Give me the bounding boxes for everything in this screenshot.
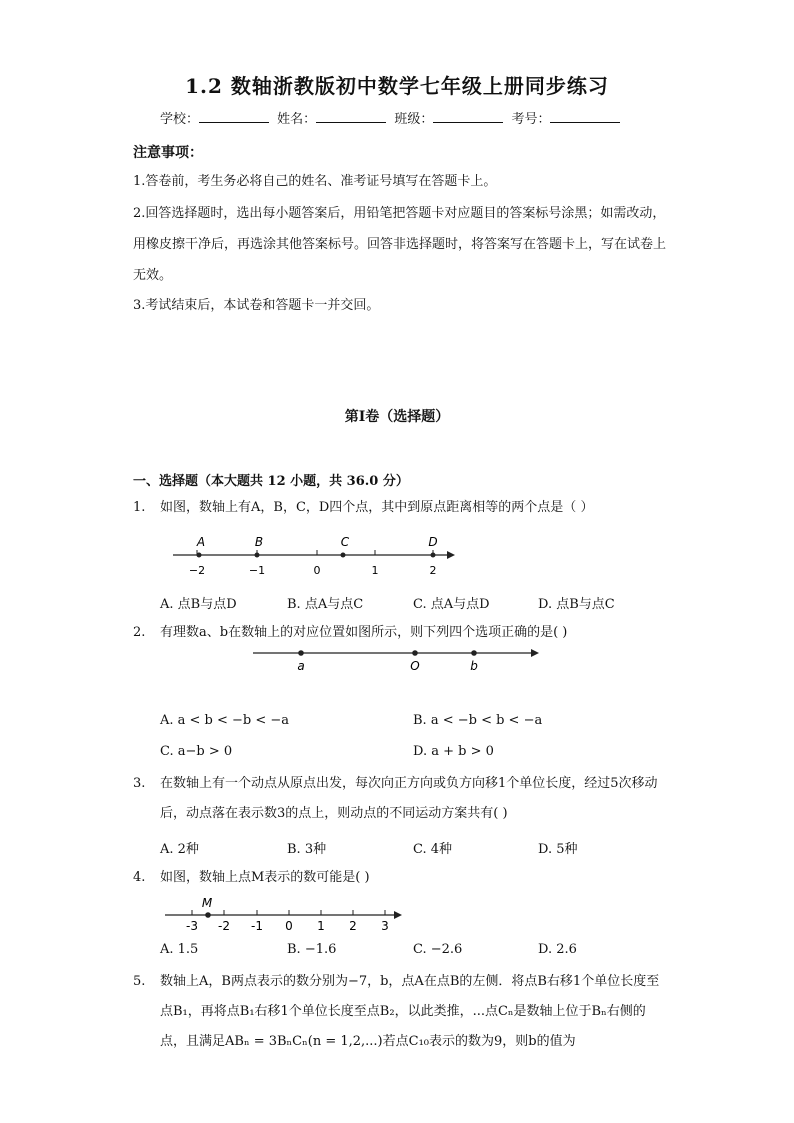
point-d-marker (431, 553, 436, 558)
point-m-label: M (201, 896, 213, 910)
name-blank[interactable] (316, 110, 386, 123)
question-text: 在数轴上有一个动点从原点出发，每次向正方向或负方向移1个单位长度，经过5次移动后，动点落在表示数3的点上，则动点的不同运动方案共有( ) (160, 776, 658, 821)
question-number: 4. (133, 870, 146, 885)
point-d-label: D (428, 535, 438, 549)
option-d[interactable]: D. 5种 (538, 842, 578, 857)
option-b[interactable]: B. 3种 (287, 842, 327, 857)
question-number: 3. (133, 776, 146, 791)
tick-label: -3 (186, 919, 198, 933)
point-c-marker (341, 553, 346, 558)
question-text: 数轴上A，B两点表示的数分别为−7，b，点A在点B的左侧．将点B右移1个单位长度至点B₁，再将点B₁右移1个单位长度至点B₂，以此类推，...点Cₙ是数轴上位于Bₙ右侧的点，且满足ABₙ = 3BₙCₙ(n = 1,2,...)若点C₁₀表示的数为9，则b的值为 (160, 974, 660, 1049)
tick-label: −1 (248, 564, 266, 577)
label-b: b (470, 659, 478, 673)
option-d[interactable]: D. 点B与点C (538, 597, 615, 612)
notes-title: 注意事项： (133, 145, 203, 161)
point-b-marker (255, 553, 260, 558)
question-text: 如图，数轴上点M表示的数可能是( ) (160, 870, 370, 885)
point-a-marker (298, 650, 304, 656)
origin-marker (412, 650, 418, 656)
exam-number-blank[interactable] (550, 110, 620, 123)
page-title: 1.2 数轴浙教版初中数学七年级上册同步练习 (185, 74, 609, 98)
tick-label: 1 (317, 919, 325, 933)
tick-label: 3 (381, 919, 389, 933)
tick-label: 2 (429, 564, 437, 577)
class-label: 班级： (394, 112, 434, 127)
point-c-label: C (340, 535, 350, 549)
option-a[interactable]: A. a < b < −b < −a (160, 713, 290, 728)
point-m-marker (205, 912, 211, 918)
point-b-marker (471, 650, 477, 656)
option-d[interactable]: D. a + b > 0 (413, 744, 494, 759)
exam-number-label: 考号： (511, 112, 551, 127)
school-blank[interactable] (199, 110, 269, 123)
part-heading: 一、选择题（本大题共 12 小题，共 36.0 分） (133, 474, 409, 489)
number-line-figure-q4 (160, 895, 410, 935)
question-text: 有理数a、b在数轴上的对应位置如图所示，则下列四个选项正确的是( ) (160, 625, 568, 640)
point-a-label: A (196, 535, 206, 549)
tick-label: -1 (251, 919, 263, 933)
option-c[interactable]: C. 4种 (413, 842, 453, 857)
option-c[interactable]: C. a−b > 0 (160, 744, 233, 759)
number-line-figure-q1 (165, 530, 465, 580)
option-b[interactable]: B. −1.6 (287, 942, 337, 957)
student-info-line (160, 108, 680, 127)
tick-label: 0 (285, 919, 293, 933)
option-a[interactable]: A. 1.5 (160, 942, 199, 957)
option-d[interactable]: D. 2.6 (538, 942, 577, 957)
question-number: 5. (133, 974, 146, 989)
note-item: 3.考试结束后，本试卷和答题卡一并交回。 (133, 298, 380, 313)
note-item: 1.答卷前，考生务必将自己的姓名、准考证号填写在答题卡上。 (133, 174, 497, 189)
label-a: a (297, 659, 305, 673)
tick-label: 1 (371, 564, 379, 577)
point-b-label: B (254, 535, 264, 549)
point-a-marker (197, 553, 202, 558)
class-blank[interactable] (433, 110, 503, 123)
tick-label: -2 (218, 919, 230, 933)
option-b[interactable]: B. 点A与点C (287, 597, 364, 612)
question-text: 如图，数轴上有A，B，C，D四个点，其中到原点距离相等的两个点是（ ） (160, 500, 594, 515)
option-b[interactable]: B. a < −b < b < −a (413, 713, 543, 728)
tick-label: −2 (188, 564, 206, 577)
option-a[interactable]: A. 点B与点D (160, 597, 237, 612)
note-item: 2.回答选择题时，选出每小题答案后，用铅笔把答题卡对应题目的答案标号涂黑；如需改动，用橡皮擦干净后，再选涂其他答案标号。回答非选择题时，将答案写在答题卡上，写在试卷上无效。 (133, 206, 667, 283)
tick-label: 2 (349, 919, 357, 933)
option-c[interactable]: C. −2.6 (413, 942, 463, 957)
section-heading: 第I卷（选择题） (344, 409, 450, 425)
school-label: 学校： (160, 112, 200, 127)
tick-label: 0 (313, 564, 321, 577)
number-line-figure-q2 (245, 644, 545, 676)
question-number: 2. (133, 625, 146, 640)
label-origin: O (410, 659, 420, 673)
option-c[interactable]: C. 点A与点D (413, 597, 490, 612)
name-label: 姓名： (277, 112, 317, 127)
option-a[interactable]: A. 2种 (160, 842, 199, 857)
question-number: 1. (133, 500, 146, 515)
